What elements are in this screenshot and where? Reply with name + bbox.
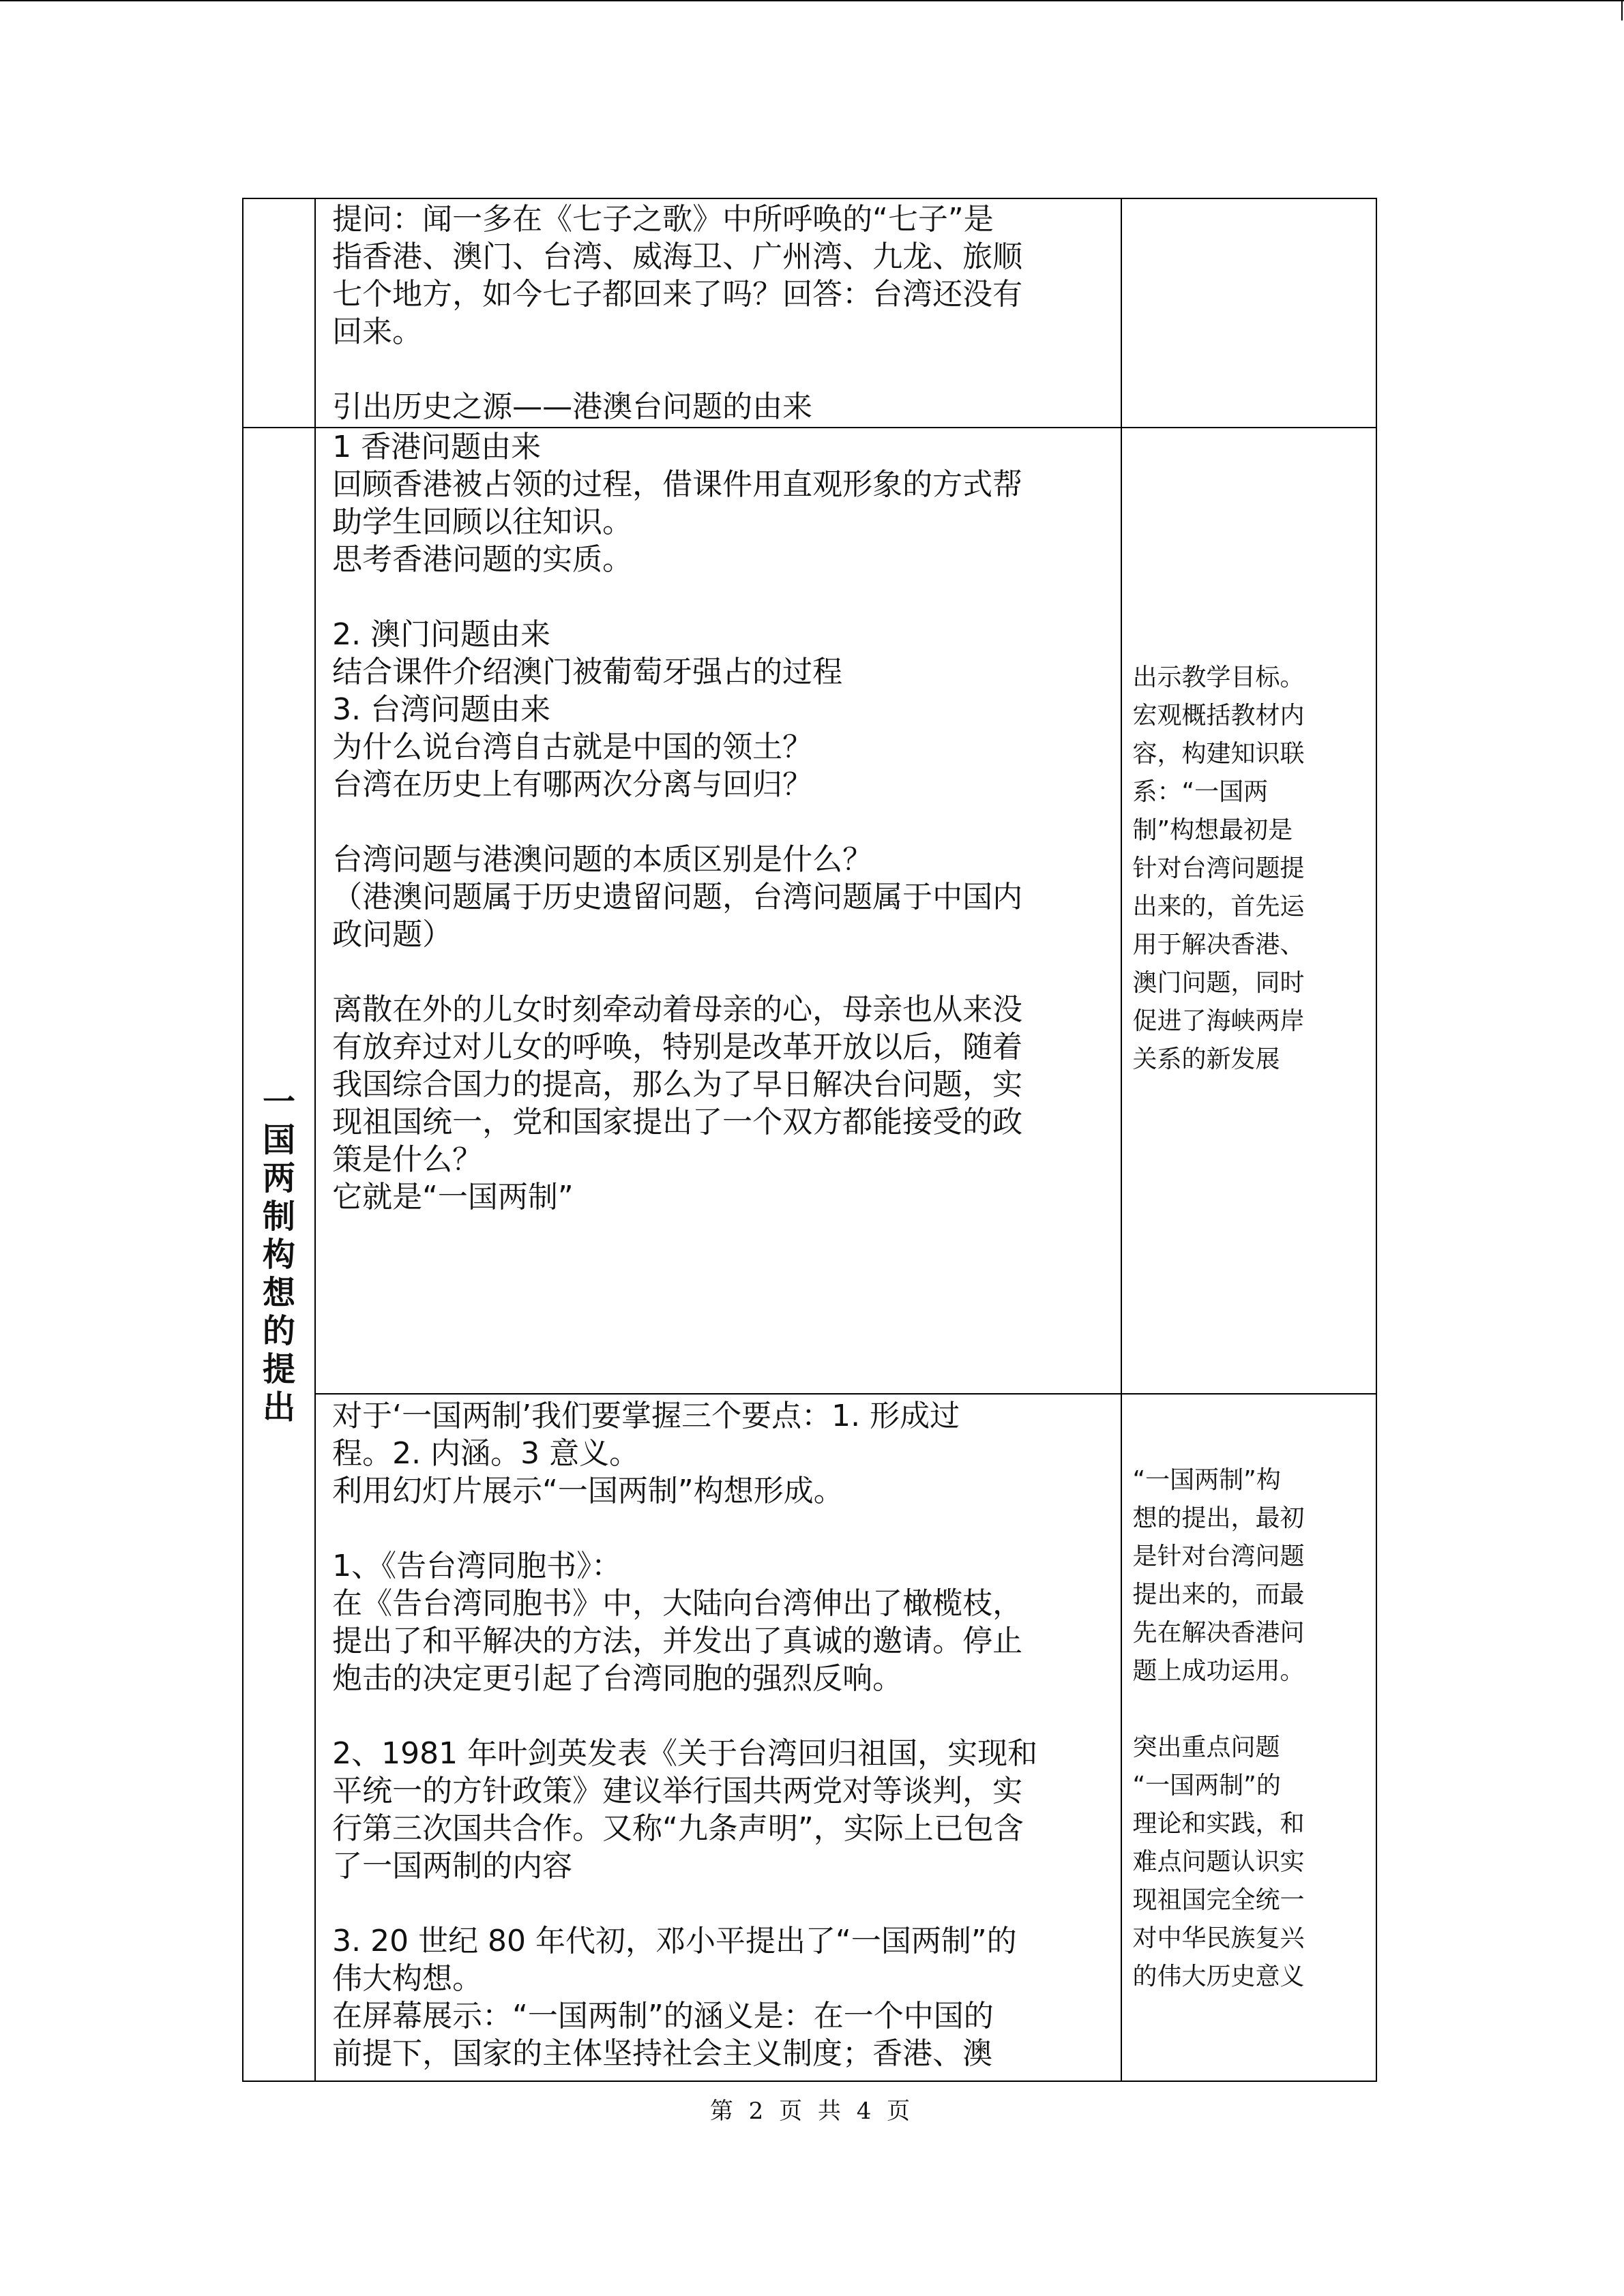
text-line: 七个地方，如今七子都回来了吗？回答：台湾还没有 [332,277,1023,312]
text-line: 前提下，国家的主体坚持社会主义制度；香港、澳 [332,2036,993,2071]
text-line: 对于‘一国两制’我们要掌握三个要点：1. 形成过 [332,1399,960,1433]
text-line: 了一国两制的内容 [332,1849,573,1883]
text-line: 系：“一国两 [1132,778,1269,806]
text-line: 3. 台湾问题由来 [332,692,551,727]
heading-char: 两 [263,1159,296,1197]
row2-note-text [1122,428,1376,1079]
text-line: 它就是“一国两制” [332,1180,574,1214]
text-line: 现祖国完全统一 [1132,1886,1305,1914]
text-line: 是针对台湾问题 [1132,1542,1305,1570]
page-footer: 第 2 页 共 4 页 [709,2098,915,2125]
text-line: 题上成功运用。 [1132,1657,1305,1685]
section-cell-empty [243,198,315,428]
text-line [332,1697,1109,1735]
text-line: 容，构建知识联 [1132,740,1305,768]
text-line: 我国综合国力的提高，那么为了早日解决台问题，实 [332,1067,1023,1102]
section-heading-cell [243,428,315,2081]
text-line: 引出历史之源——港澳台问题的由来 [332,389,813,424]
row1-main-text [316,199,1120,426]
text-line: 针对台湾问题提 [1132,854,1305,882]
note-cell-empty [1121,198,1376,428]
text-line: “一国两制”的 [1132,1772,1281,1800]
text-line: 促进了海峡两岸 [1132,1007,1305,1035]
top-right-frame-line [1621,0,1623,20]
note-cell [1121,428,1376,1394]
text-line [332,1510,1109,1547]
text-line: 平统一的方针政策》建议举行国共两党对等谈判，实 [332,1774,1023,1808]
text-line: 想的提出，最初 [1132,1504,1305,1532]
text-line: 难点问题认识实 [1132,1848,1305,1876]
table-row [243,1394,1376,2081]
text-line: 制”构想最初是 [1132,816,1293,844]
text-line [332,803,1109,841]
text-line: 为什么说台湾自古就是中国的领土？ [332,730,813,764]
text-line: 在《告台湾同胞书》中，大陆向台湾伸出了橄榄枝， [332,1586,1023,1621]
top-left-frame-line [0,0,1624,1]
text-line: 台湾问题与港澳问题的本质区别是什么？ [332,842,873,877]
text-line: 在屏幕展示：“一国两制”的涵义是：在一个中国的 [332,1999,994,2033]
text-line: 提出来的，而最 [1132,1581,1305,1609]
text-line: 2、1981 年叶剑英发表《关于台湾回归祖国，实现和 [332,1736,1038,1771]
text-line: 结合课件介绍澳门被葡萄牙强占的过程 [332,655,843,689]
text-line: 出示教学目标。 [1132,664,1305,691]
text-line: 提出了和平解决的方法，并发出了真诚的邀请。停止 [332,1624,1023,1658]
text-line [332,351,1109,388]
text-line: 指香港、澳门、台湾、威海卫、广州湾、九龙、旅顺 [332,239,1023,274]
text-line: 澳门问题，同时 [1132,969,1305,997]
text-line: 关系的新发展 [1132,1045,1280,1073]
heading-char: 想 [263,1273,296,1312]
table-row [243,428,1376,1394]
text-line [1133,1690,1368,1729]
text-line: 1、《告台湾同胞书》： [332,1549,622,1583]
text-line [332,1885,1109,1922]
text-line: 1 香港问题由来 [332,430,542,464]
text-line: 理论和实践，和 [1132,1810,1305,1838]
heading-char: 的 [263,1311,296,1350]
text-line: 对中华民族复兴 [1132,1924,1305,1952]
text-line: 3. 20 世纪 80 年代初，邓小平提出了“一国两制”的 [332,1924,1017,1958]
text-line: 离散在外的儿女时刻牵动着母亲的心，母亲也从来没 [332,992,1023,1027]
row2-main-text [316,428,1120,1216]
text-line: 提问：闻一多在《七子之歌》中所呼唤的“七子”是 [332,202,994,237]
text-line: 突出重点问题 [1132,1733,1280,1761]
text-line: “一国两制”构 [1132,1466,1281,1494]
text-line: 回顾香港被占领的过程，借课件用直观形象的方式帮 [332,467,1023,502]
text-line: 用于解决香港、 [1132,931,1305,959]
text-line: 台湾在历史上有哪两次分离与回归？ [332,767,813,802]
text-line: 策是什么？ [332,1142,483,1177]
note-cell [1121,1394,1376,2081]
row3-note-text [1122,1395,1376,1996]
text-line: （港澳问题属于历史遗留问题，台湾问题属于中国内 [332,880,1023,914]
text-line: 炮击的决定更引起了台湾同胞的强烈反响。 [332,1661,903,1696]
heading-char: 国 [263,1120,296,1159]
heading-char: 提 [263,1350,296,1388]
lesson-plan-table [242,198,1377,2082]
heading-char: 出 [263,1388,296,1427]
text-line: 思考香港问题的实质。 [332,542,633,577]
heading-char: 制 [263,1197,296,1236]
text-line: 宏观概括教材内 [1132,702,1305,730]
text-line: 出来的，首先运 [1132,893,1305,921]
text-line: 利用幻灯片展示“一国两制”构想形成。 [332,1474,844,1508]
text-line: 伟大构想。 [332,1961,483,1996]
text-line: 2. 澳门问题由来 [332,617,551,652]
text-line: 的伟大历史意义 [1132,1963,1305,1991]
main-content-cell [315,1394,1121,2081]
text-line: 有放弃过对儿女的呼唤，特别是改革开放以后，随着 [332,1030,1023,1064]
heading-char: 一 [263,1082,296,1121]
text-line: 政问题） [332,917,453,952]
heading-char: 构 [263,1235,296,1274]
text-line: 助学生回顾以往知识。 [332,505,633,539]
text-line: 现祖国统一，党和国家提出了一个双方都能接受的政 [332,1105,1023,1139]
main-content-cell [315,428,1121,1394]
text-line: 行第三次国共合作。又称“九条声明”，实际上已包含 [332,1811,1024,1846]
text-line: 先在解决香港问 [1132,1619,1305,1647]
table-row [243,198,1376,428]
text-line [332,578,1109,616]
text-line [332,953,1109,991]
main-content-cell [315,198,1121,428]
row3-main-text [316,1395,1120,2072]
text-line: 程。2. 内涵。3 意义。 [332,1436,640,1471]
section-heading [263,1083,295,1427]
text-line: 回来。 [332,314,423,349]
